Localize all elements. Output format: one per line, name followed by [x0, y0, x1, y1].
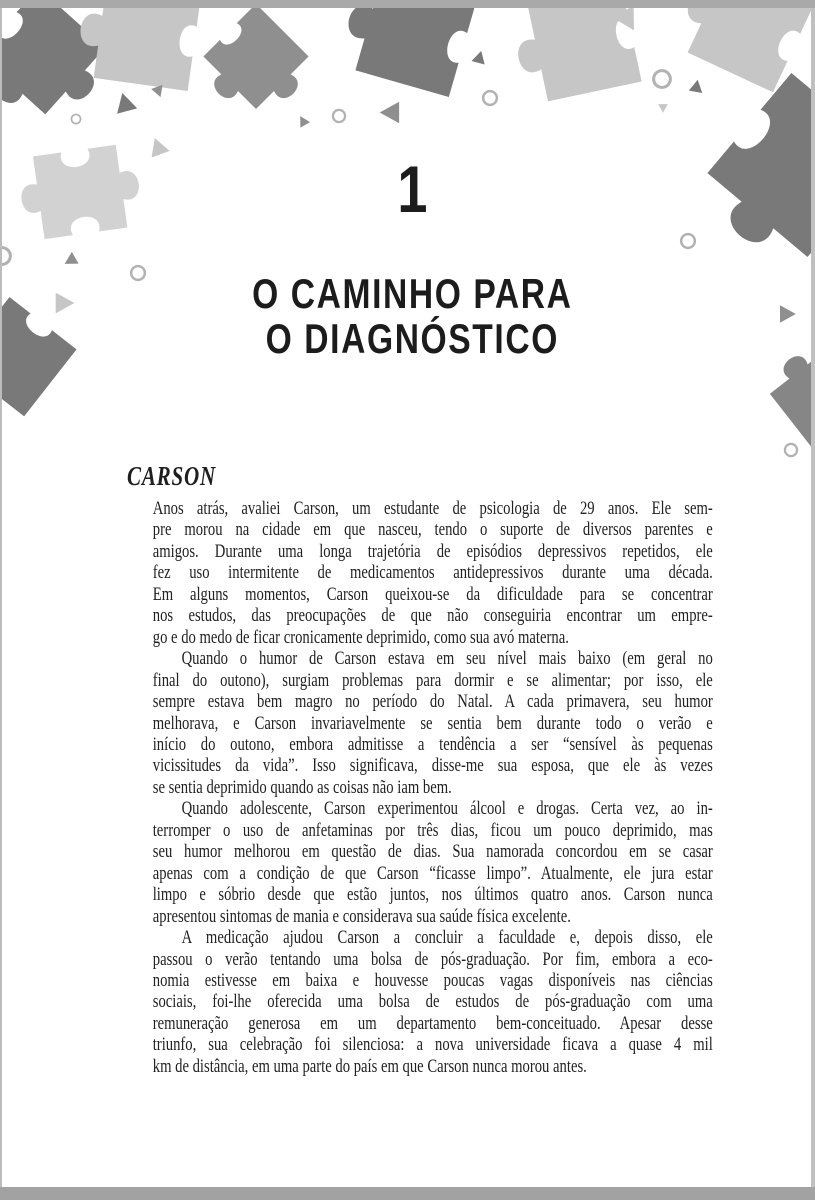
- text-line: seu humor melhorou em questão de dias. Sua namorada concordou em se casar: [152, 841, 713, 863]
- paragraph: [153, 648, 713, 798]
- text-line: A medicação ajudou Carson a concluir a faculdade e, depois disso, ele: [181, 927, 713, 949]
- chapter-title-line-1: O CAMINHO PARA: [252, 270, 573, 317]
- text-line: nos estudos, das preocupações de que não conseguiria encontrar um empre-: [152, 605, 713, 627]
- chapter-title: [82, 271, 734, 361]
- text-line: final do outono), surgiam problemas para dormir e se alimentar; por isso, ele: [152, 669, 713, 691]
- triangle-shape-icon: [377, 99, 404, 126]
- text-line: fez uso intermitente de medicamentos antidepressivos durante uma década.: [152, 562, 713, 584]
- text-line: limpo e sóbrio desde que estão juntos, nos últimos quatro anos. Carson nunca: [152, 884, 713, 906]
- circle-shape-icon: [481, 89, 499, 107]
- text-line: go e do medo de ficar cronicamente deprimido, como sua avó materna.: [152, 626, 569, 648]
- bottom-edge-bar: [0, 1187, 815, 1200]
- text-line: passou o verão tentando uma bolsa de pós-graduação. Por fim, embora a eco-: [152, 948, 713, 970]
- paragraph: [153, 498, 713, 648]
- section-heading: CARSON: [127, 461, 216, 491]
- text-line: Em alguns momentos, Carson queixou-se da dificuldade para se concentrar: [152, 583, 713, 605]
- triangle-shape-icon: [109, 87, 141, 119]
- text-line: pre morou na cidade em que nasceu, tendo o suporte de diversos parentes e: [152, 519, 713, 541]
- puzzle-piece-icon: [326, 0, 484, 97]
- triangle-shape-icon: [657, 102, 669, 114]
- triangle-shape-icon: [293, 111, 312, 130]
- paragraphs: [153, 498, 713, 1077]
- text-line: início do outono, embora admitisse a tendência a ser “sensível às pequenas: [152, 733, 713, 755]
- text-line: melhorava, e Carson invariavelmente se sentia bem durante todo o verão e: [152, 712, 713, 734]
- triangle-shape-icon: [51, 290, 77, 316]
- chapter-number: 1: [397, 152, 428, 226]
- circle-shape-icon: [70, 113, 82, 125]
- triangle-shape-icon: [686, 76, 706, 96]
- text-line: apresentou sintomas de mania e considerava sua saúde física excelente.: [152, 905, 571, 927]
- text-line: triunfo, sua celebração foi silenciosa: a nova universidade ficava a quase 4 mil: [152, 1034, 713, 1056]
- text-line: apenas com a condição de que Carson “ficasse limpo”. Atualmente, ele jura estar: [152, 862, 713, 884]
- triangle-shape-icon: [469, 47, 490, 68]
- paragraph: [153, 798, 713, 927]
- triangle-shape-icon: [776, 303, 798, 325]
- header-decorations: [0, 0, 815, 500]
- text-line: Quando o humor de Carson estava em seu nível mais baixo (em geral no: [181, 648, 713, 670]
- text-line: km de distância, em uma parte do país em que Carson nunca morou antes.: [152, 1055, 587, 1077]
- text-line: se sentia deprimido quando as coisas não iam bem.: [152, 776, 452, 798]
- text-line: remuneração generosa em um departamento bem-conceituado. Apesar desse: [152, 1012, 713, 1034]
- circle-shape-icon: [331, 108, 347, 124]
- circle-shape-icon: [651, 68, 673, 90]
- right-edge-line: [811, 8, 815, 1187]
- text-line: terromper o uso de anfetaminas por três dias, ficou um pouco deprimido, mas: [152, 819, 713, 841]
- puzzle-piece-icon: [756, 317, 815, 452]
- circle-shape-icon: [783, 442, 799, 458]
- text-line: amigos. Durante uma longa trajetória de episódios depressivos repetidos, ele: [152, 540, 713, 562]
- text-line: sociais, foi-lhe oferecida uma bolsa de estudos de pós-graduação com uma: [152, 991, 713, 1013]
- text-line: nomia estivesse em baixa e houvesse poucas vagas disponíveis nas ciências: [152, 969, 713, 991]
- text-line: vicissitudes da vida”. Isso significava, disse-me sua esposa, que ele às vezes: [152, 755, 713, 777]
- paragraph: [153, 927, 713, 1077]
- text-line: sempre estava bem magro no período do Natal. A cada primavera, seu humor: [152, 691, 713, 713]
- chapter-title-line-2: O DIAGNÓSTICO: [265, 315, 559, 362]
- page-content: [127, 461, 713, 1077]
- text-line: Anos atrás, avaliei Carson, um estudante de psicologia de 29 anos. Ele sem-: [152, 498, 713, 519]
- circle-shape-icon: [679, 232, 697, 250]
- left-edge-line: [0, 8, 2, 1187]
- top-edge-bar: [0, 0, 815, 8]
- text-line: Quando adolescente, Carson experimentou álcool e drogas. Certa vez, ao in-: [181, 798, 713, 820]
